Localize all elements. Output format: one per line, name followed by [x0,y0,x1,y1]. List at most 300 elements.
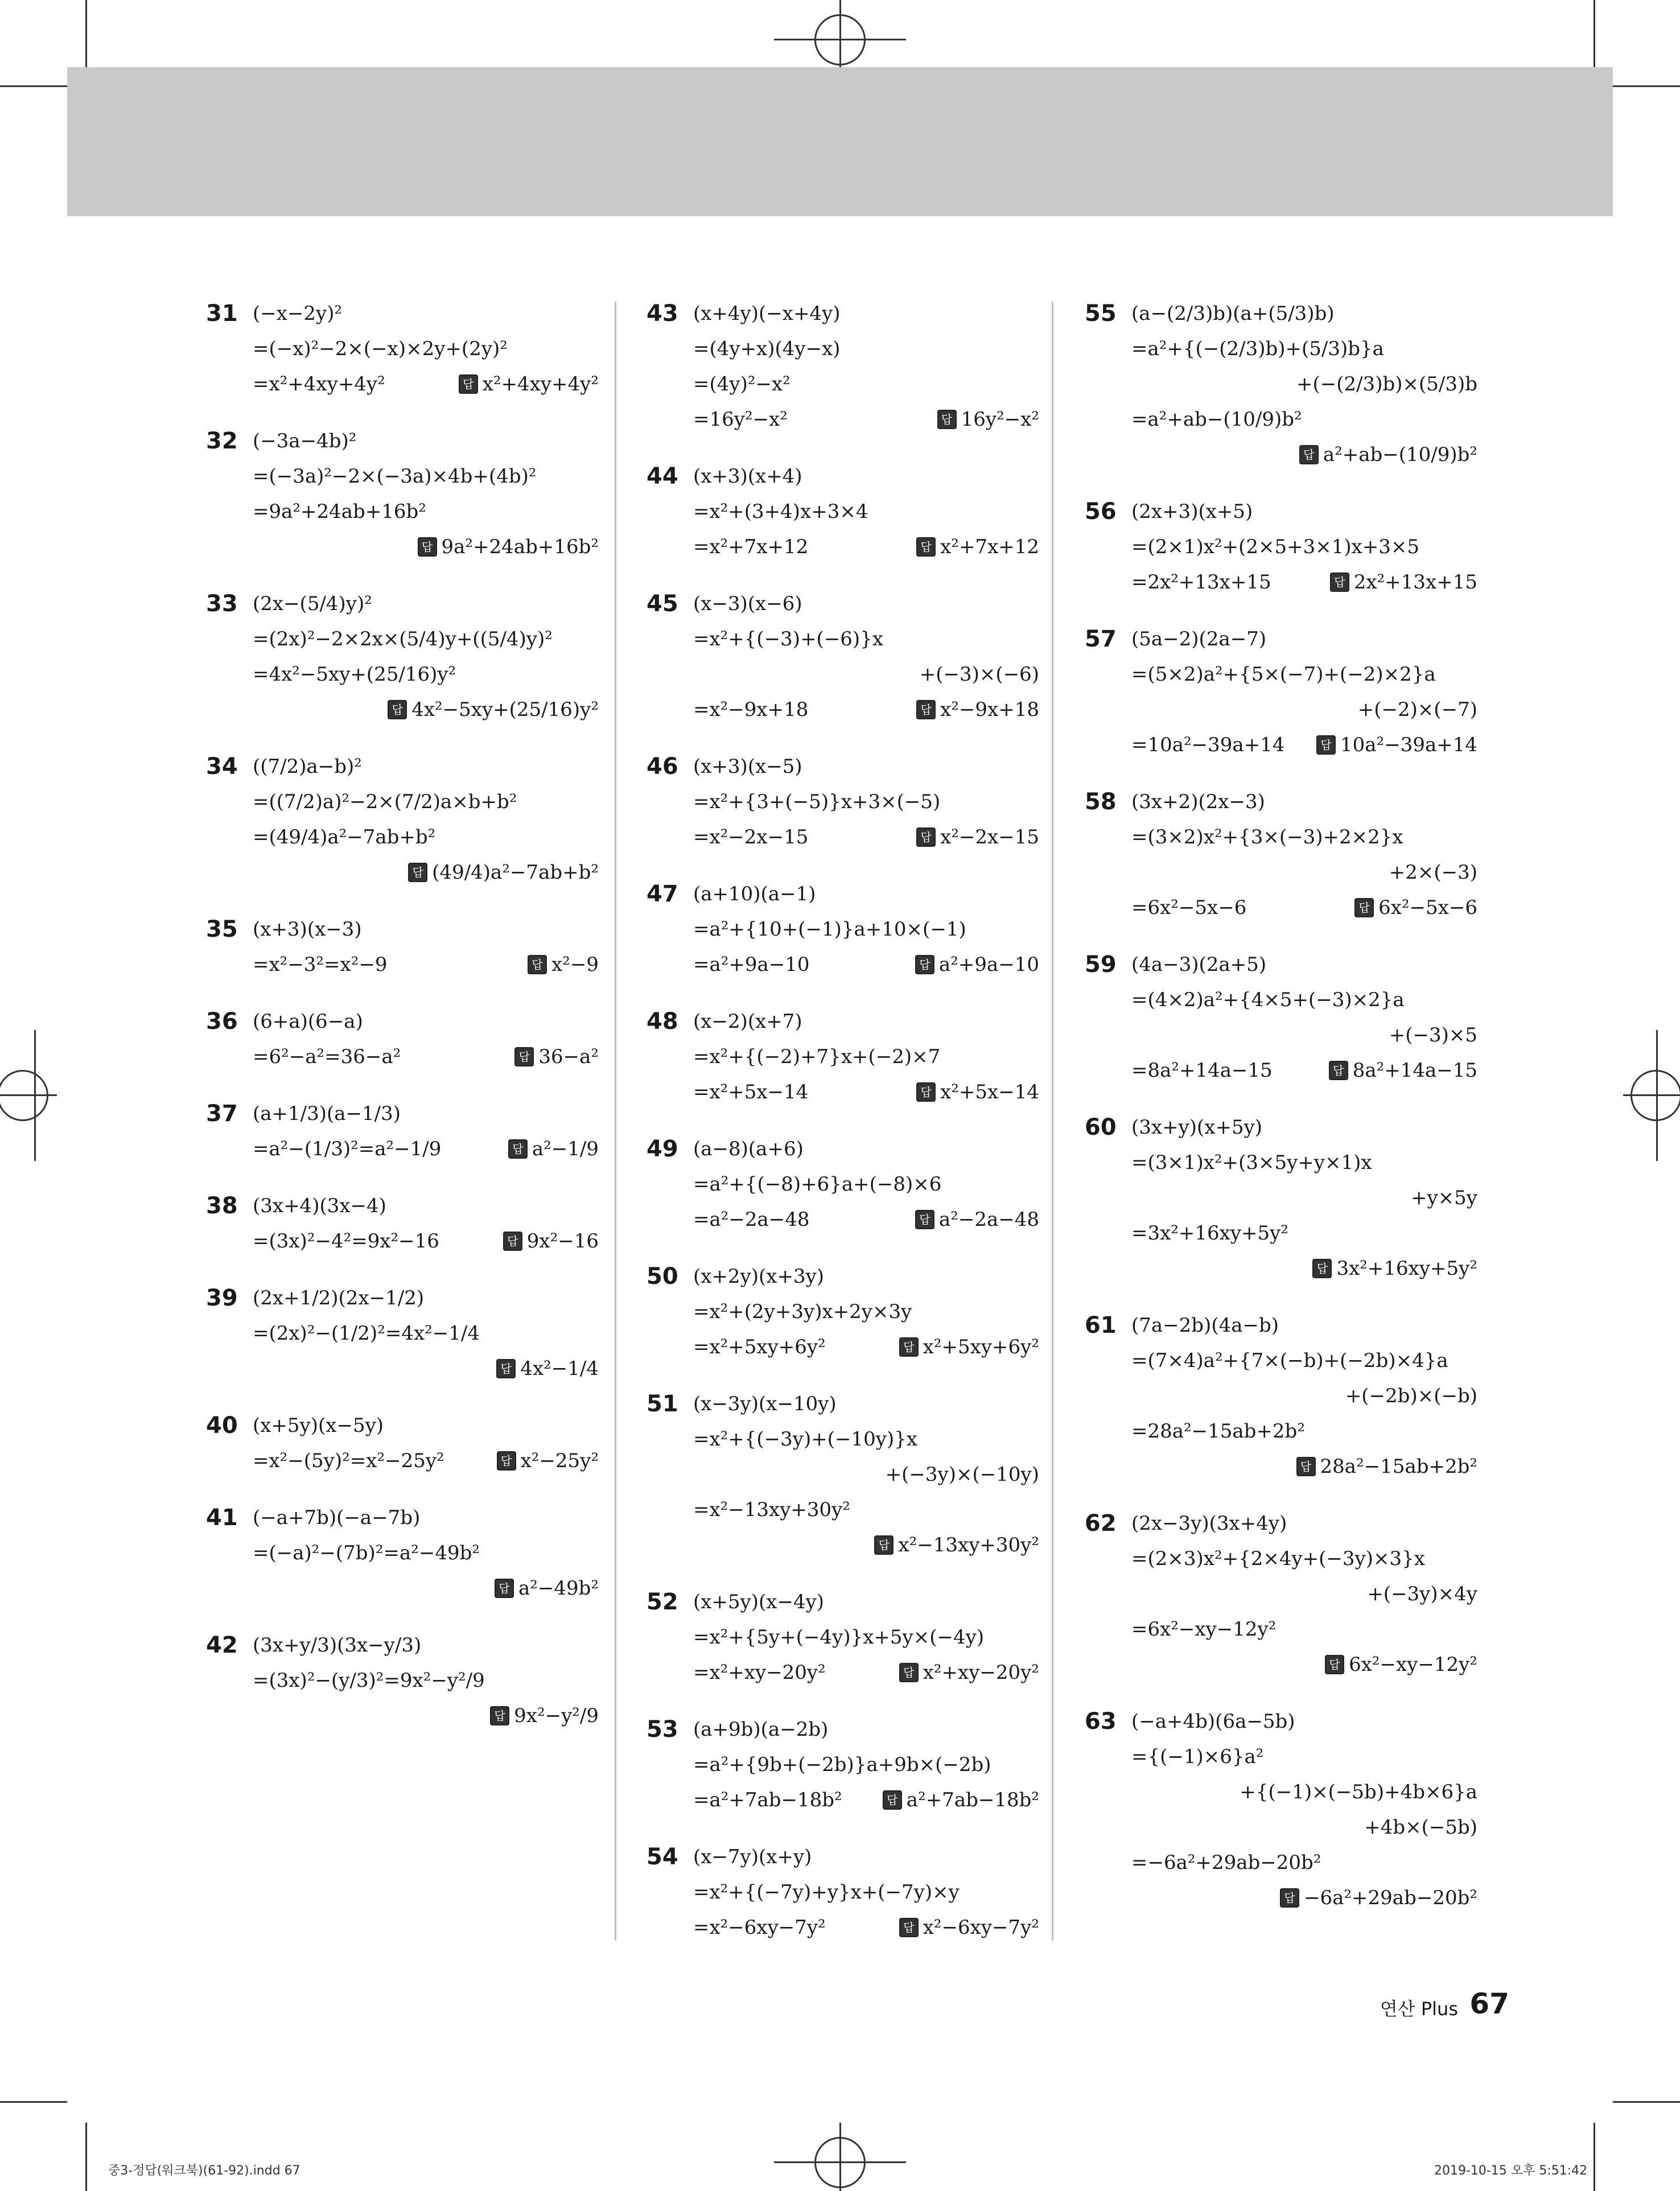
answer: 9x²−16 [526,1230,599,1253]
expression: (a−8)(a+6) [693,1138,804,1160]
work-line [647,529,1039,565]
expression: (x−3)(x−6) [693,592,802,615]
expression: (−3a−4b)² [253,430,357,452]
expression: =(−a)²−(7b)²=a²−49b² [253,1542,480,1564]
work-line [647,459,1039,494]
problem-48 [647,1004,1039,1110]
work-line [1085,1739,1477,1774]
answer-mark-icon: 답 [496,1359,516,1378]
answer-mark-icon: 답 [1316,735,1336,755]
problem-45 [647,586,1039,727]
work-line [647,1747,1039,1782]
expression: (a+1/3)(a−1/3) [253,1102,401,1125]
problem-60 [1085,1110,1477,1286]
problem-number: 47 [647,881,678,907]
answer-column-3 [1085,296,1477,1937]
column-divider [615,302,616,1941]
problem-number: 40 [206,1412,238,1439]
problem-47 [647,876,1039,982]
expression: =x²−(5y)²=x²−25y² [253,1449,444,1472]
expression: =x²−9x+18 [693,698,809,721]
work-line [647,1655,1039,1690]
work-line [1085,947,1477,982]
work-line [1085,727,1477,763]
work-line [206,1663,599,1698]
work-line [206,1443,599,1478]
expression: (x+4y)(−x+4y) [693,302,841,325]
work-line [1085,1774,1477,1810]
work-line [1085,621,1477,657]
work-line [1085,1308,1477,1343]
answer: x²+5xy+6y² [923,1336,1039,1358]
work-line [1085,1180,1477,1216]
answer-mark-icon: 답 [1330,573,1349,592]
crop-mark [85,0,87,67]
expression: +(−(2/3)b)×(5/3)b [1296,373,1477,396]
work-line [647,1910,1039,1945]
work-line [1085,296,1477,331]
work-line [1085,1810,1477,1845]
page-number: 67 [1469,1987,1509,2020]
problem-35 [206,912,599,982]
answer: 16y²−x² [961,408,1039,431]
answer: a²+7ab−18b² [906,1789,1039,1811]
problem-number: 41 [206,1505,238,1531]
expression: =6x²−xy−12y² [1131,1618,1277,1641]
answer-mark-icon: 답 [1329,1061,1348,1080]
expression: ={(−1)×6}a² [1131,1745,1264,1768]
expression: (−a+4b)(6a−5b) [1131,1710,1295,1733]
expression: +(−3y)×(−10y) [885,1463,1039,1486]
work-line [1085,1053,1477,1088]
expression: (2x−(5/4)y)² [253,592,372,615]
expression: =16y²−x² [693,408,788,431]
answer-mark-icon: 답 [916,537,936,557]
expression: (x+3)(x−5) [693,755,802,778]
problem-38 [206,1188,599,1259]
work-line [206,784,599,819]
answer-mark-icon: 답 [408,863,427,882]
problem-34 [206,749,599,890]
crop-mark [1623,1094,1680,1096]
date-slug: 2019-10-15 오후 5:51:42 [1434,2164,1588,2178]
answer: x²−6xy−7y² [923,1916,1039,1939]
expression: (x−3y)(x−10y) [693,1393,837,1415]
answer: a²−49b² [518,1577,599,1600]
answer: (49/4)a²−7ab+b² [432,861,599,884]
work-line [206,1316,599,1351]
expression: =(3x)²−(y/3)²=9x²−y²/9 [253,1669,485,1692]
expression: =x²+5x−14 [693,1081,809,1103]
work-line [206,331,599,366]
work-line [1085,1506,1477,1541]
answer-mark-icon: 답 [495,1579,514,1598]
expression: (−x−2y)² [253,302,343,325]
footer-label: 연산 Plus [1380,1998,1458,2020]
problem-number: 31 [206,300,238,327]
answer-mark-icon: 답 [874,1535,893,1555]
answer-mark-icon: 답 [915,955,934,974]
work-line [206,621,599,657]
work-line [647,1584,1039,1620]
problem-number: 59 [1085,952,1117,978]
work-line [1085,1576,1477,1612]
work-line [1085,855,1477,890]
problem-number: 39 [206,1285,238,1311]
work-line [206,657,599,692]
problem-number: 61 [1085,1312,1117,1339]
expression: (3x+2)(2x−3) [1131,790,1265,813]
work-line [647,1202,1039,1237]
answer-mark-icon: 답 [916,700,936,719]
expression: =a²+7ab−18b² [693,1789,842,1811]
work-line [1085,366,1477,402]
problem-55 [1085,296,1477,472]
work-line [206,819,599,855]
answer-line [206,692,599,727]
work-line [1085,1018,1477,1053]
work-line [206,423,599,459]
work-line [206,1131,599,1167]
answer-mark-icon: 답 [388,700,407,719]
problem-number: 58 [1085,789,1117,815]
work-line [647,947,1039,982]
problem-number: 54 [647,1844,678,1870]
expression: (3x+y/3)(3x−y/3) [253,1634,422,1657]
expression: +(−2b)×(−b) [1345,1385,1477,1407]
expression: =a²+ab−(10/9)b² [1131,408,1302,431]
work-line [206,749,599,784]
work-line [647,1386,1039,1422]
problem-39 [206,1280,599,1386]
expression: +{(−1)×(−5b)+4b×6}a [1240,1781,1477,1803]
work-line [1085,331,1477,366]
expression: =a²−(1/3)²=a²−1/9 [253,1138,442,1160]
work-line [206,296,599,331]
problem-number: 38 [206,1193,238,1219]
work-line [647,784,1039,819]
work-line [647,494,1039,529]
work-line [647,366,1039,402]
problem-46 [647,749,1039,855]
work-line [1085,1704,1477,1739]
work-line [206,1039,599,1074]
answer: a²+9a−10 [938,953,1039,976]
problem-number: 63 [1085,1708,1117,1735]
problem-40 [206,1408,599,1478]
answer-mark-icon: 답 [490,1706,509,1725]
work-line [206,366,599,402]
answer: 6x²−5x−6 [1378,896,1477,919]
expression: =((7/2)a)²−2×(7/2)a×b+b² [253,790,517,813]
answer-mark-icon: 답 [503,1232,522,1251]
work-line [1085,819,1477,855]
expression: =−6a²+29ab−20b² [1131,1851,1321,1874]
work-line [1085,402,1477,437]
problem-number: 57 [1085,626,1117,652]
expression: +(−3)×(−6) [919,663,1039,686]
expression: =x²+{(−3)+(−6)}x [693,628,884,650]
expression: =9a²+24ab+16b² [253,500,426,523]
answer: 4x²−1/4 [520,1357,599,1380]
answer: 28a²−15ab+2b² [1320,1455,1477,1478]
work-line [1085,494,1477,529]
expression: (x−7y)(x+y) [693,1846,812,1868]
work-line [206,1004,599,1039]
header-band [67,67,1613,216]
expression: =x²+{(−3y)+(−10y)}x [693,1428,918,1451]
work-line [647,1294,1039,1329]
answer-line [206,529,599,565]
expression: =a²+{10+(−1)}a+10×(−1) [693,918,966,941]
work-line [647,1492,1039,1527]
answer-mark-icon: 답 [1325,1655,1344,1674]
answer: a²−1/9 [532,1138,599,1160]
expression: (a+10)(a−1) [693,883,816,905]
answer-mark-icon: 답 [418,537,437,557]
work-line [647,876,1039,912]
expression: =x²−6xy−7y² [693,1916,826,1939]
answer-mark-icon: 답 [1296,1457,1316,1476]
expression: =(7×4)a²+{7×(−b)+(−2b)×4}a [1131,1349,1448,1372]
work-line [206,1224,599,1259]
answer-mark-icon: 답 [1280,1888,1299,1908]
answer: 4x²−5xy+(25/16)y² [411,698,599,721]
work-line [647,819,1039,855]
problem-number: 51 [647,1391,678,1417]
work-line [647,621,1039,657]
expression: +(−3y)×4y [1367,1583,1477,1605]
work-line [206,1188,599,1224]
expression: =x²+{3+(−5)}x+3×(−5) [693,790,941,813]
problem-41 [206,1500,599,1606]
answer: x²−9x+18 [940,698,1039,721]
answer-mark-icon: 답 [915,1210,934,1229]
column-divider [1052,302,1053,1941]
work-line [1085,1612,1477,1647]
answer-mark-icon: 답 [916,1082,936,1102]
work-line [647,1004,1039,1039]
problem-number: 52 [647,1589,678,1615]
expression: =10a²−39a+14 [1131,734,1285,756]
crop-mark [839,2123,841,2191]
work-line [647,1457,1039,1492]
expression: (x−2)(x+7) [693,1010,802,1033]
answer-mark-icon: 답 [514,1047,534,1066]
expression: =x²+{(−2)+7}x+(−2)×7 [693,1045,941,1068]
problem-number: 46 [647,753,678,780]
problem-63 [1085,1704,1477,1916]
problem-number: 45 [647,591,678,617]
answer: 10a²−39a+14 [1340,734,1477,756]
expression: (a−(2/3)b)(a+(5/3)b) [1131,302,1335,325]
problem-54 [647,1839,1039,1945]
work-line [1085,890,1477,925]
answer: 2x²+13x+15 [1353,571,1477,594]
work-line [647,402,1039,437]
work-line [1085,1378,1477,1414]
work-line [1085,529,1477,565]
crop-mark [0,2101,67,2103]
problem-number: 34 [206,753,238,780]
work-line [647,657,1039,692]
answer: x²−2x−15 [940,826,1039,849]
expression: =x²−13xy+30y² [693,1498,851,1521]
crop-mark [85,2123,87,2191]
problem-number: 36 [206,1008,238,1035]
expression: =(−x)²−2×(−x)×2y+(2y)² [253,337,508,360]
expression: (7a−2b)(4a−b) [1131,1314,1279,1337]
answer: x²−25y² [520,1449,599,1472]
expression: =x²+{(−7y)+y}x+(−7y)×y [693,1881,960,1904]
answer: a²−2a−48 [938,1208,1039,1231]
expression: =(49/4)a²−7ab+b² [253,826,436,849]
expression: (6+a)(6−a) [253,1010,363,1033]
answer-line [1085,1251,1477,1286]
expression: =a²+{(−(2/3)b)+(5/3)b}a [1131,337,1384,360]
answer-line [206,855,599,890]
expression: =x²+xy−20y² [693,1661,826,1684]
answer: −6a²+29ab−20b² [1304,1887,1477,1909]
work-line [206,1628,599,1663]
expression: =8a²+14a−15 [1131,1059,1273,1082]
work-line [1085,1845,1477,1880]
problem-36 [206,1004,599,1074]
expression: (−a+7b)(−a−7b) [253,1506,421,1529]
expression: =x²+(3+4)x+3×4 [693,500,868,523]
problem-number: 33 [206,591,238,617]
expression: (2x+1/2)(2x−1/2) [253,1287,425,1309]
work-line [206,1096,599,1131]
expression: (4a−3)(2a+5) [1131,953,1267,976]
answer-line [1085,1880,1477,1916]
answer: x²+4xy+4y² [482,373,599,396]
expression: (x+5y)(x−4y) [693,1591,825,1613]
work-line [1085,1343,1477,1378]
answer-line [1085,437,1477,472]
work-line [647,1839,1039,1875]
problem-43 [647,296,1039,437]
work-line [1085,565,1477,600]
problem-61 [1085,1308,1477,1484]
expression: =(4×2)a²+{4×5+(−3)×2}a [1131,989,1405,1011]
expression: =(2x)²−2×2x×(5/4)y+((5/4)y)² [253,628,553,650]
answer-mark-icon: 답 [916,827,936,847]
work-line [647,1782,1039,1818]
work-line [647,296,1039,331]
work-line [1085,692,1477,727]
answer-line [1085,1647,1477,1682]
work-line [647,1329,1039,1365]
expression: (2x−3y)(3x+4y) [1131,1512,1287,1535]
work-line [206,586,599,621]
answer: 8a²+14a−15 [1352,1059,1477,1082]
expression: =a²+{(−8)+6}a+(−8)×6 [693,1173,942,1196]
answer: x²−13xy+30y² [898,1534,1039,1556]
work-line [647,1131,1039,1167]
problem-number: 49 [647,1136,678,1162]
answer-mark-icon: 답 [883,1790,902,1810]
answer: 36−a² [538,1045,599,1068]
problem-number: 56 [1085,499,1117,525]
expression: =(−3a)²−2×(−3a)×4b+(4b)² [253,465,537,488]
expression: +4b×(−5b) [1364,1816,1477,1839]
answer: 9x²−y²/9 [514,1704,599,1727]
answer-mark-icon: 답 [459,374,478,394]
answer-mark-icon: 답 [1299,445,1319,464]
problem-number: 55 [1085,300,1117,327]
expression: +(−3)×5 [1389,1024,1477,1047]
problem-number: 60 [1085,1114,1117,1140]
expression: =x²+{5y+(−4y)}x+5y×(−4y) [693,1626,985,1649]
work-line [1085,1541,1477,1576]
crop-mark [1613,2101,1680,2103]
work-line [206,1408,599,1443]
answer: 3x²+16xy+5y² [1336,1257,1477,1280]
work-line [1085,982,1477,1018]
crop-mark [1656,1030,1658,1161]
work-line [206,1280,599,1316]
answer-line [206,1571,599,1606]
problem-number: 35 [206,916,238,942]
crop-mark [1593,2123,1595,2191]
answer-line [647,1527,1039,1563]
problem-number: 62 [1085,1510,1117,1537]
expression: +2×(−3) [1389,861,1477,884]
answer-line [1085,1449,1477,1484]
crop-mark [839,0,841,67]
answer: x²+xy−20y² [923,1661,1039,1684]
work-line [647,912,1039,947]
problem-51 [647,1386,1039,1563]
problem-56 [1085,494,1477,600]
problem-number: 32 [206,428,238,454]
expression: =a²+{9b+(−2b)}a+9b×(−2b) [693,1753,991,1776]
answer: 9a²+24ab+16b² [441,536,599,558]
problem-62 [1085,1506,1477,1682]
work-line [647,1259,1039,1294]
crop-mark [0,1094,57,1096]
expression: =6²−a²=36−a² [253,1045,401,1068]
expression: =(3×2)x²+{3×(−3)+2×2}x [1131,826,1403,849]
work-line [1085,1110,1477,1145]
expression: =(3×1)x²+(3×5y+y×1)x [1131,1151,1372,1174]
work-line [647,749,1039,784]
work-line [1085,1145,1477,1180]
expression: =a²−2a−48 [693,1208,810,1231]
answer-column-1 [206,296,599,1755]
expression: =(2×3)x²+{2×4y+(−3y)×3}x [1131,1547,1425,1570]
problem-number: 53 [647,1716,678,1743]
expression: (3x+4)(3x−4) [253,1195,386,1217]
file-slug: 중3-정답(워크북)(61-92).indd 67 [108,2164,300,2178]
problem-44 [647,459,1039,565]
problem-57 [1085,621,1477,763]
expression: =2x²+13x+15 [1131,571,1271,594]
work-line [647,586,1039,621]
expression: (x+5y)(x−5y) [253,1414,384,1437]
expression: (5a−2)(2a−7) [1131,628,1267,650]
answer: x²−9 [551,953,599,976]
work-line [647,1875,1039,1910]
work-line [1085,784,1477,819]
answer-mark-icon: 답 [937,410,957,429]
expression: +y×5y [1410,1187,1477,1209]
answer-mark-icon: 답 [497,1451,516,1471]
work-line [647,1167,1039,1202]
work-line [1085,1216,1477,1251]
answer-mark-icon: 답 [899,1337,919,1357]
